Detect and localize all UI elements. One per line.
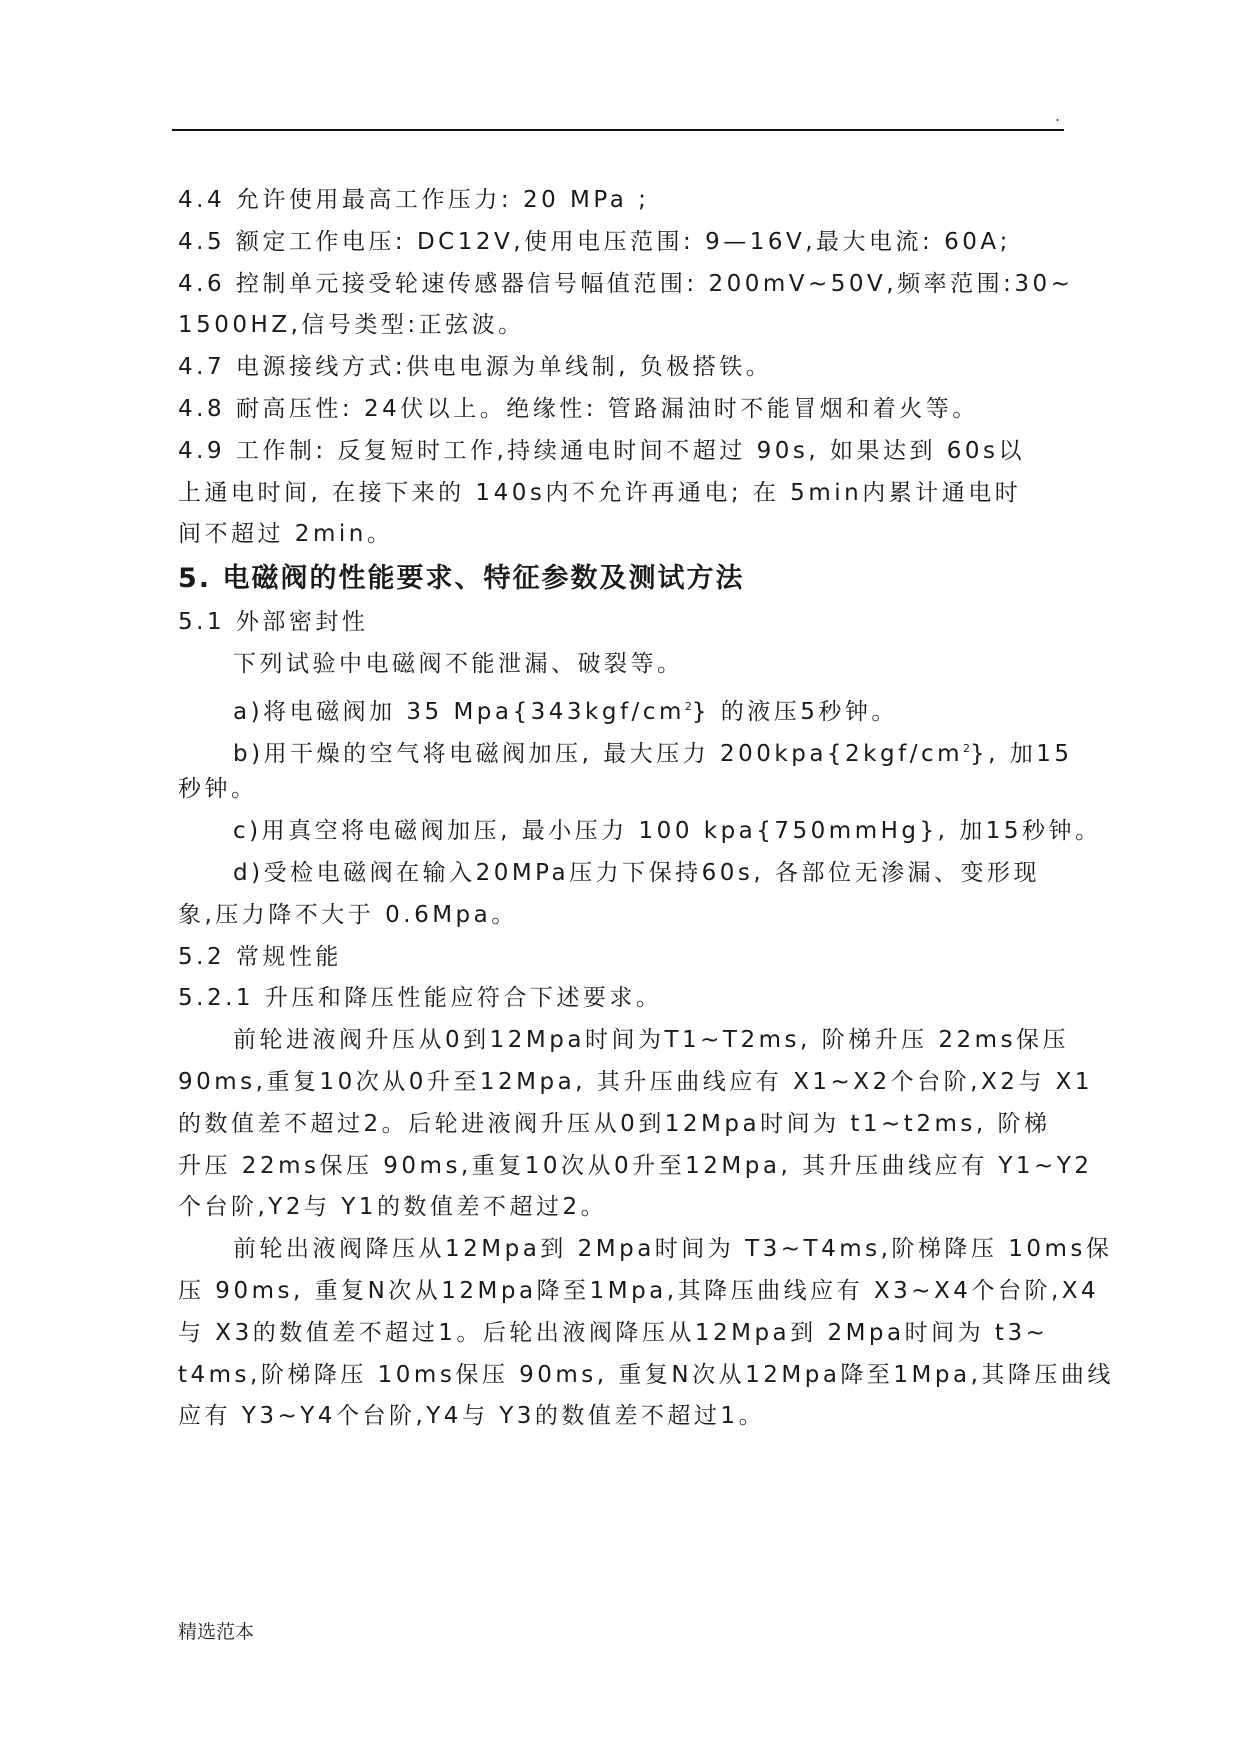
text-line: 秒钟。 bbox=[178, 776, 258, 803]
text-line: 1500HZ,信号类型:正弦波。 bbox=[178, 312, 525, 339]
document-body bbox=[178, 180, 1114, 1438]
page-footer: 精选范本 bbox=[178, 1621, 255, 1643]
text-line: 4.8 耐高压性: 24伏以上。绝缘性: 管路漏油时不能冒烟和着火等。 bbox=[178, 395, 979, 422]
text-line: 应有 Y3~Y4个台阶,Y4与 Y3的数值差不超过1。 bbox=[178, 1403, 766, 1430]
text-line: 下列试验中电磁阀不能泄漏、破裂等。 bbox=[233, 650, 684, 677]
text-line: 上通电时间, 在接下来的 140s内不允许再通电; 在 5min内累计通电时 bbox=[178, 479, 1022, 506]
header-mark: . bbox=[1055, 106, 1061, 125]
text-line: 4.9 工作制: 反复短时工作,持续通电时间不超过 90s, 如果达到 60s以 bbox=[178, 437, 1026, 464]
section-heading: 5. 电磁阀的性能要求、特征参数及测试方法 bbox=[178, 563, 745, 595]
text-line: a)将电磁阀加 35 $Mpa\{343kgf/cm^2\}$ 的液压5秒钟。 bbox=[233, 698, 898, 725]
text-line: 4.4 允许使用最高工作压力: 20 MPa ; bbox=[178, 187, 650, 213]
text-line: 升压 22ms保压 90ms,重复10次从0升至12Mpa, 其升压曲线应有 Y1~Y2 bbox=[178, 1152, 1093, 1179]
text-line: 5.2.1 升压和降压性能应符合下述要求。 bbox=[178, 985, 663, 1012]
text-line: 间不超过 2min。 bbox=[178, 521, 394, 548]
text-line: 的数值差不超过2。后轮进液阀升压从0到12Mpa时间为 t1~t2ms, 阶梯 bbox=[178, 1110, 1051, 1137]
text-line: 前轮进液阀升压从0到12Mpa时间为T1~T2ms, 阶梯升压 22ms保压 bbox=[233, 1027, 1070, 1054]
text-line: 5.1 外部密封性 bbox=[178, 609, 369, 636]
text-line: 5.2 常规性能 bbox=[178, 943, 342, 970]
text-line: 4.6 控制单元接受轮速传感器信号幅值范围: 200mV~50V,频率范围:30~ bbox=[178, 270, 1074, 297]
header-rule bbox=[172, 129, 1064, 131]
text-line: c)用真空将电磁阀加压, 最小压力 100 kpa{750mmHg}, 加15秒钟。 bbox=[233, 818, 1102, 845]
text-line: 个台阶,Y2与 Y1的数值差不超过2。 bbox=[178, 1194, 608, 1221]
text-line: 与 X3的数值差不超过1。后轮出液阀降压从12Mpa到 2Mpa时间为 t3~ bbox=[178, 1319, 1049, 1346]
text-line: 象,压力降不大于 0.6Mpa。 bbox=[178, 901, 518, 928]
text-line: 4.7 电源接线方式:供电电源为单线制, 负极搭铁。 bbox=[178, 354, 773, 381]
text-line: 4.5 额定工作电压: DC12V,使用电压范围: 9—16V,最大电流: 60A; bbox=[178, 228, 1011, 255]
superscript: 2 bbox=[684, 699, 692, 713]
text-line: 90ms,重复10次从0升至12Mpa, 其升压曲线应有 X1~X2个台阶,X2与 X1 bbox=[178, 1068, 1094, 1095]
text-line: b)用干燥的空气将电磁阀加压, 最大压力 $200kpa\{2kgf/cm^2\}$, 加15 bbox=[233, 740, 1073, 767]
text-line: t4ms,阶梯降压 10ms保压 90ms, 重复N次从12Mpa降至1Mpa,其降压曲线 bbox=[178, 1361, 1114, 1388]
text-line: d)受检电磁阀在输入20MPa压力下保持60s, 各部位无渗漏、变形现 bbox=[233, 859, 1040, 886]
text-line: 前轮出液阀降压从12Mpa到 2Mpa时间为 T3~T4ms,阶梯降压 10ms保 bbox=[233, 1236, 1113, 1263]
text-line: 压 90ms, 重复N次从12Mpa降至1Mpa,其降压曲线应有 X3~X4个台阶,X4 bbox=[178, 1277, 1100, 1304]
superscript: 2 bbox=[963, 741, 971, 755]
